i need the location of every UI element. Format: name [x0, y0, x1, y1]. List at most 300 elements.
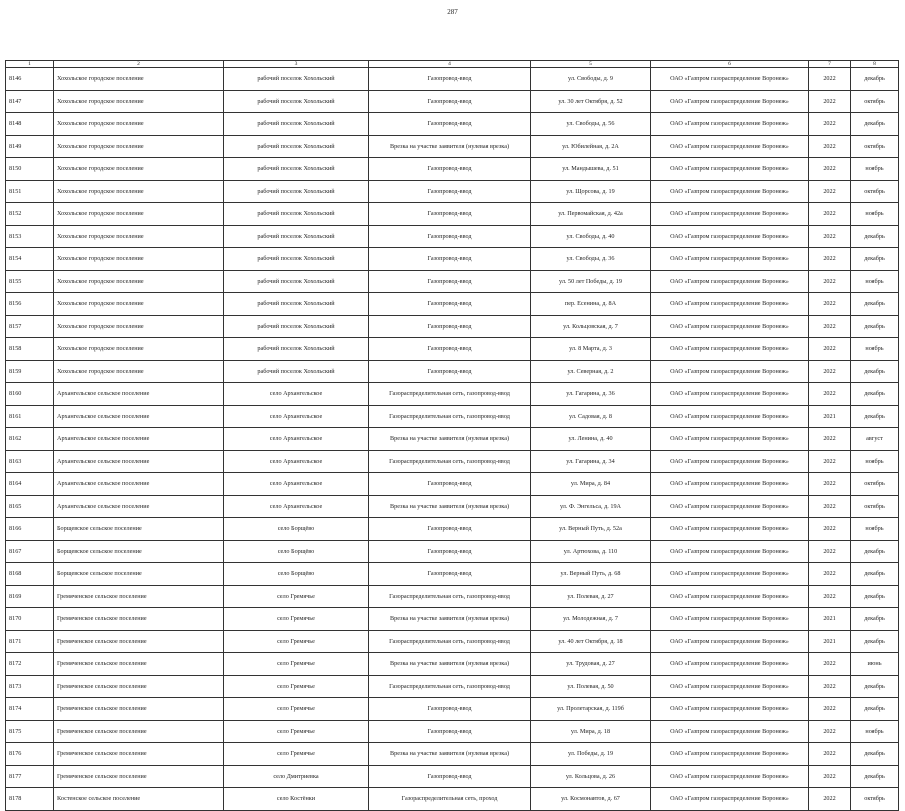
cell-year: 2022	[809, 180, 851, 203]
cell-settlement: Гремяченское сельское поселение	[54, 585, 224, 608]
table-row	[6, 630, 899, 653]
cell-month: ноябрь	[851, 270, 899, 293]
column-number-7: 7	[809, 61, 851, 68]
cell-settlement: Хохольское городское поселение	[54, 135, 224, 158]
cell-address: ул. Кольцова, д. 26	[531, 765, 651, 788]
cell-object-type: Газораспределительная сеть, проход	[369, 788, 531, 811]
cell-organization: ОАО «Газпром газораспределение Воронеж»	[651, 360, 809, 383]
cell-month: декабрь	[851, 68, 899, 91]
cell-object-type: Газопровод-ввод	[369, 360, 531, 383]
cell-object-type: Газопровод-ввод	[369, 540, 531, 563]
cell-locality: рабочий поселок Хохольский	[224, 203, 369, 226]
table-row	[6, 720, 899, 743]
cell-year: 2022	[809, 788, 851, 811]
cell-month: декабрь	[851, 360, 899, 383]
cell-locality: рабочий поселок Хохольский	[224, 158, 369, 181]
cell-address: ул. Полевая, д. 50	[531, 675, 651, 698]
cell-year: 2022	[809, 473, 851, 496]
cell-locality: село Борщёво	[224, 563, 369, 586]
cell-address: ул. Гагарина, д. 34	[531, 450, 651, 473]
cell-address: ул. Победы, д. 19	[531, 743, 651, 766]
cell-organization: ОАО «Газпром газораспределение Воронеж»	[651, 450, 809, 473]
cell-year: 2022	[809, 698, 851, 721]
cell-address: ул. Трудовая, д. 27	[531, 653, 651, 676]
table-row	[6, 135, 899, 158]
cell-locality: село Костёнки	[224, 788, 369, 811]
cell-row-number: 8157	[6, 315, 54, 338]
cell-locality: село Гремячье	[224, 720, 369, 743]
cell-year: 2022	[809, 225, 851, 248]
cell-settlement: Архангельское сельское поселение	[54, 473, 224, 496]
cell-month: декабрь	[851, 675, 899, 698]
cell-year: 2022	[809, 765, 851, 788]
cell-month: декабрь	[851, 585, 899, 608]
cell-organization: ОАО «Газпром газораспределение Воронеж»	[651, 473, 809, 496]
cell-address: ул. Свободы, д. 36	[531, 248, 651, 271]
table-row	[6, 473, 899, 496]
cell-year: 2022	[809, 338, 851, 361]
cell-object-type: Газопровод-ввод	[369, 293, 531, 316]
cell-settlement: Борщевское сельское поселение	[54, 518, 224, 541]
table-row	[6, 203, 899, 226]
cell-locality: село Гремячье	[224, 653, 369, 676]
cell-settlement: Хохольское городское поселение	[54, 248, 224, 271]
cell-locality: село Гремячье	[224, 585, 369, 608]
cell-address: ул. Молодежная, д. 7	[531, 608, 651, 631]
cell-settlement: Гремяченское сельское поселение	[54, 630, 224, 653]
cell-object-type: Врезка на участке заявителя (нулевая врезка)	[369, 743, 531, 766]
cell-month: декабрь	[851, 630, 899, 653]
cell-organization: ОАО «Газпром газораспределение Воронеж»	[651, 383, 809, 406]
cell-month: декабрь	[851, 540, 899, 563]
page-number: 287	[447, 8, 458, 16]
cell-address: ул. Юбилейная, д. 2А	[531, 135, 651, 158]
cell-address: ул. Ф. Энгельса, д. 19А	[531, 495, 651, 518]
cell-year: 2021	[809, 608, 851, 631]
table-row	[6, 180, 899, 203]
cell-locality: село Гремячье	[224, 743, 369, 766]
cell-month: декабрь	[851, 743, 899, 766]
cell-object-type: Газопровод-ввод	[369, 270, 531, 293]
cell-address: ул. Мира, д. 18	[531, 720, 651, 743]
cell-month: ноябрь	[851, 518, 899, 541]
cell-year: 2022	[809, 563, 851, 586]
cell-locality: рабочий поселок Хохольский	[224, 270, 369, 293]
cell-organization: ОАО «Газпром газораспределение Воронеж»	[651, 765, 809, 788]
cell-locality: село Борщёво	[224, 540, 369, 563]
cell-organization: ОАО «Газпром газораспределение Воронеж»	[651, 90, 809, 113]
cell-locality: рабочий поселок Хохольский	[224, 315, 369, 338]
cell-object-type: Газопровод-ввод	[369, 315, 531, 338]
cell-row-number: 8167	[6, 540, 54, 563]
cell-object-type: Газопровод-ввод	[369, 473, 531, 496]
cell-object-type: Газопровод-ввод	[369, 203, 531, 226]
cell-settlement: Архангельское сельское поселение	[54, 405, 224, 428]
cell-row-number: 8174	[6, 698, 54, 721]
cell-row-number: 8177	[6, 765, 54, 788]
cell-address: ул. Ленина, д. 40	[531, 428, 651, 451]
cell-organization: ОАО «Газпром газораспределение Воронеж»	[651, 653, 809, 676]
cell-organization: ОАО «Газпром газораспределение Воронеж»	[651, 338, 809, 361]
cell-organization: ОАО «Газпром газораспределение Воронеж»	[651, 293, 809, 316]
cell-address: ул. 50 лет Победы, д. 19	[531, 270, 651, 293]
cell-month: декабрь	[851, 563, 899, 586]
column-number-row	[6, 61, 899, 68]
column-number-2: 2	[54, 61, 224, 68]
cell-organization: ОАО «Газпром газораспределение Воронеж»	[651, 225, 809, 248]
cell-month: октябрь	[851, 90, 899, 113]
cell-month: август	[851, 428, 899, 451]
cell-row-number: 8149	[6, 135, 54, 158]
cell-month: июнь	[851, 653, 899, 676]
table-row	[6, 585, 899, 608]
table-row	[6, 428, 899, 451]
cell-object-type: Газопровод-ввод	[369, 180, 531, 203]
cell-object-type: Газопровод-ввод	[369, 518, 531, 541]
cell-locality: село Гремячье	[224, 630, 369, 653]
cell-settlement: Хохольское городское поселение	[54, 203, 224, 226]
cell-settlement: Хохольское городское поселение	[54, 180, 224, 203]
cell-organization: ОАО «Газпром газораспределение Воронеж»	[651, 68, 809, 91]
cell-year: 2022	[809, 203, 851, 226]
cell-year: 2022	[809, 360, 851, 383]
cell-settlement: Архангельское сельское поселение	[54, 428, 224, 451]
cell-row-number: 8172	[6, 653, 54, 676]
cell-address: ул. Мира, д. 84	[531, 473, 651, 496]
cell-organization: ОАО «Газпром газораспределение Воронеж»	[651, 135, 809, 158]
cell-settlement: Хохольское городское поселение	[54, 315, 224, 338]
cell-organization: ОАО «Газпром газораспределение Воронеж»	[651, 743, 809, 766]
cell-organization: ОАО «Газпром газораспределение Воронеж»	[651, 428, 809, 451]
cell-locality: село Гремячье	[224, 608, 369, 631]
cell-year: 2022	[809, 585, 851, 608]
table-body	[6, 68, 899, 811]
cell-object-type: Врезка на участке заявителя (нулевая врезка)	[369, 608, 531, 631]
table-row	[6, 270, 899, 293]
cell-settlement: Хохольское городское поселение	[54, 68, 224, 91]
cell-organization: ОАО «Газпром газораспределение Воронеж»	[651, 495, 809, 518]
cell-year: 2022	[809, 90, 851, 113]
cell-object-type: Газопровод-ввод	[369, 90, 531, 113]
table-row	[6, 338, 899, 361]
cell-row-number: 8173	[6, 675, 54, 698]
column-number-1: 1	[6, 61, 54, 68]
cell-month: ноябрь	[851, 450, 899, 473]
cell-organization: ОАО «Газпром газораспределение Воронеж»	[651, 405, 809, 428]
cell-address: ул. Космонавтов, д. 67	[531, 788, 651, 811]
cell-year: 2022	[809, 495, 851, 518]
cell-month: декабрь	[851, 248, 899, 271]
cell-locality: рабочий поселок Хохольский	[224, 68, 369, 91]
cell-organization: ОАО «Газпром газораспределение Воронеж»	[651, 113, 809, 136]
cell-year: 2022	[809, 293, 851, 316]
cell-organization: ОАО «Газпром газораспределение Воронеж»	[651, 248, 809, 271]
cell-year: 2022	[809, 315, 851, 338]
cell-address: ул. Артюхова, д. 110	[531, 540, 651, 563]
cell-row-number: 8166	[6, 518, 54, 541]
cell-year: 2022	[809, 158, 851, 181]
table-row	[6, 743, 899, 766]
cell-locality: село Архангельское	[224, 383, 369, 406]
cell-locality: село Гремячье	[224, 675, 369, 698]
table-row	[6, 540, 899, 563]
cell-address: ул. Щорсова, д. 19	[531, 180, 651, 203]
cell-object-type: Газопровод-ввод	[369, 563, 531, 586]
cell-address: ул. 40 лет Октября, д. 18	[531, 630, 651, 653]
cell-row-number: 8152	[6, 203, 54, 226]
cell-address: ул. Северная, д. 2	[531, 360, 651, 383]
cell-address: ул. Первомайская, д. 42а	[531, 203, 651, 226]
column-number-3: 3	[224, 61, 369, 68]
cell-month: декабрь	[851, 113, 899, 136]
cell-month: декабрь	[851, 225, 899, 248]
table-row	[6, 608, 899, 631]
cell-row-number: 8150	[6, 158, 54, 181]
cell-row-number: 8156	[6, 293, 54, 316]
cell-organization: ОАО «Газпром газораспределение Воронеж»	[651, 180, 809, 203]
cell-settlement: Хохольское городское поселение	[54, 360, 224, 383]
cell-month: ноябрь	[851, 158, 899, 181]
cell-settlement: Гремяченское сельское поселение	[54, 698, 224, 721]
cell-object-type: Газораспределительная сеть, газопровод-ввод	[369, 675, 531, 698]
cell-object-type: Газопровод-ввод	[369, 68, 531, 91]
cell-settlement: Хохольское городское поселение	[54, 293, 224, 316]
cell-address: ул. 8 Марта, д. 3	[531, 338, 651, 361]
cell-settlement: Хохольское городское поселение	[54, 225, 224, 248]
cell-row-number: 8155	[6, 270, 54, 293]
cell-year: 2022	[809, 653, 851, 676]
cell-settlement: Хохольское городское поселение	[54, 113, 224, 136]
table-row	[6, 495, 899, 518]
cell-address: ул. Гагарина, д. 36	[531, 383, 651, 406]
cell-month: ноябрь	[851, 720, 899, 743]
cell-locality: село Архангельское	[224, 428, 369, 451]
cell-month: октябрь	[851, 180, 899, 203]
cell-row-number: 8175	[6, 720, 54, 743]
cell-row-number: 8169	[6, 585, 54, 608]
cell-settlement: Гремяченское сельское поселение	[54, 608, 224, 631]
cell-month: октябрь	[851, 495, 899, 518]
cell-address: ул. Мандышева, д. 51	[531, 158, 651, 181]
cell-organization: ОАО «Газпром газораспределение Воронеж»	[651, 158, 809, 181]
cell-object-type: Врезка на участке заявителя (нулевая врезка)	[369, 495, 531, 518]
cell-month: декабрь	[851, 293, 899, 316]
table-row	[6, 405, 899, 428]
cell-settlement: Борщевское сельское поселение	[54, 540, 224, 563]
table-row	[6, 113, 899, 136]
cell-settlement: Гремяченское сельское поселение	[54, 765, 224, 788]
cell-locality: село Архангельское	[224, 450, 369, 473]
cell-year: 2022	[809, 675, 851, 698]
table-row	[6, 450, 899, 473]
cell-row-number: 8168	[6, 563, 54, 586]
cell-organization: ОАО «Газпром газораспределение Воронеж»	[651, 270, 809, 293]
column-number-4: 4	[369, 61, 531, 68]
cell-address: ул. Свободы, д. 9	[531, 68, 651, 91]
cell-organization: ОАО «Газпром газораспределение Воронеж»	[651, 585, 809, 608]
cell-locality: рабочий поселок Хохольский	[224, 293, 369, 316]
cell-year: 2022	[809, 518, 851, 541]
cell-row-number: 8163	[6, 450, 54, 473]
cell-locality: рабочий поселок Хохольский	[224, 225, 369, 248]
table-row	[6, 383, 899, 406]
cell-address: ул. Верный Путь, д. 68	[531, 563, 651, 586]
cell-object-type: Газопровод-ввод	[369, 765, 531, 788]
table-row	[6, 518, 899, 541]
cell-month: декабрь	[851, 698, 899, 721]
cell-locality: рабочий поселок Хохольский	[224, 338, 369, 361]
cell-object-type: Врезка на участке заявителя (нулевая врезка)	[369, 135, 531, 158]
cell-locality: село Борщёво	[224, 518, 369, 541]
cell-row-number: 8164	[6, 473, 54, 496]
cell-settlement: Борщевское сельское поселение	[54, 563, 224, 586]
cell-organization: ОАО «Газпром газораспределение Воронеж»	[651, 203, 809, 226]
cell-settlement: Хохольское городское поселение	[54, 338, 224, 361]
cell-row-number: 8161	[6, 405, 54, 428]
cell-year: 2022	[809, 450, 851, 473]
cell-year: 2022	[809, 113, 851, 136]
cell-row-number: 8160	[6, 383, 54, 406]
cell-address: ул. Полевая, д. 27	[531, 585, 651, 608]
cell-row-number: 8147	[6, 90, 54, 113]
cell-organization: ОАО «Газпром газораспределение Воронеж»	[651, 608, 809, 631]
column-number-6: 6	[651, 61, 809, 68]
cell-row-number: 8176	[6, 743, 54, 766]
cell-object-type: Газораспределительная сеть, газопровод-ввод	[369, 450, 531, 473]
cell-year: 2022	[809, 540, 851, 563]
cell-year: 2022	[809, 428, 851, 451]
cell-row-number: 8151	[6, 180, 54, 203]
cell-year: 2022	[809, 383, 851, 406]
table-row	[6, 698, 899, 721]
table-row	[6, 653, 899, 676]
cell-row-number: 8154	[6, 248, 54, 271]
cell-row-number: 8159	[6, 360, 54, 383]
cell-settlement: Архангельское сельское поселение	[54, 383, 224, 406]
cell-month: октябрь	[851, 473, 899, 496]
column-number-5: 5	[531, 61, 651, 68]
cell-year: 2022	[809, 743, 851, 766]
cell-settlement: Гремяченское сельское поселение	[54, 675, 224, 698]
cell-object-type: Газопровод-ввод	[369, 248, 531, 271]
cell-address: пер. Есенина, д. 8А	[531, 293, 651, 316]
cell-organization: ОАО «Газпром газораспределение Воронеж»	[651, 630, 809, 653]
cell-row-number: 8153	[6, 225, 54, 248]
cell-address: ул. Свободы, д. 56	[531, 113, 651, 136]
cell-organization: ОАО «Газпром газораспределение Воронеж»	[651, 540, 809, 563]
table-row	[6, 360, 899, 383]
cell-row-number: 8146	[6, 68, 54, 91]
table-row	[6, 248, 899, 271]
cell-month: октябрь	[851, 135, 899, 158]
cell-row-number: 8162	[6, 428, 54, 451]
cell-month: декабрь	[851, 608, 899, 631]
cell-object-type: Газопровод-ввод	[369, 225, 531, 248]
cell-row-number: 8148	[6, 113, 54, 136]
table-row	[6, 225, 899, 248]
table-row	[6, 788, 899, 811]
cell-locality: село Дмитриевка	[224, 765, 369, 788]
cell-year: 2021	[809, 405, 851, 428]
table-row	[6, 68, 899, 91]
table-row	[6, 563, 899, 586]
cell-organization: ОАО «Газпром газораспределение Воронеж»	[651, 518, 809, 541]
cell-address: ул. 30 лет Октября, д. 52	[531, 90, 651, 113]
cell-organization: ОАО «Газпром газораспределение Воронеж»	[651, 788, 809, 811]
cell-year: 2022	[809, 720, 851, 743]
cell-row-number: 8171	[6, 630, 54, 653]
cell-locality: рабочий поселок Хохольский	[224, 135, 369, 158]
cell-object-type: Газораспределительная сеть, газопровод-ввод	[369, 585, 531, 608]
cell-organization: ОАО «Газпром газораспределение Воронеж»	[651, 675, 809, 698]
cell-month: декабрь	[851, 405, 899, 428]
cell-settlement: Архангельское сельское поселение	[54, 450, 224, 473]
cell-month: декабрь	[851, 315, 899, 338]
cell-year: 2022	[809, 270, 851, 293]
cell-locality: село Архангельское	[224, 405, 369, 428]
cell-address: ул. Свободы, д. 40	[531, 225, 651, 248]
cell-year: 2022	[809, 68, 851, 91]
cell-locality: рабочий поселок Хохольский	[224, 248, 369, 271]
cell-settlement: Гремяченское сельское поселение	[54, 653, 224, 676]
cell-year: 2022	[809, 135, 851, 158]
cell-settlement: Хохольское городское поселение	[54, 90, 224, 113]
cell-object-type: Газораспределительная сеть, газопровод-ввод	[369, 405, 531, 428]
cell-object-type: Газопровод-ввод	[369, 338, 531, 361]
cell-row-number: 8158	[6, 338, 54, 361]
cell-address: ул. Верный Путь, д. 52а	[531, 518, 651, 541]
table-row	[6, 90, 899, 113]
cell-row-number: 8170	[6, 608, 54, 631]
cell-row-number: 8178	[6, 788, 54, 811]
cell-object-type: Газопровод-ввод	[369, 720, 531, 743]
cell-month: декабрь	[851, 765, 899, 788]
cell-locality: рабочий поселок Хохольский	[224, 180, 369, 203]
cell-locality: рабочий поселок Хохольский	[224, 360, 369, 383]
cell-locality: село Архангельское	[224, 495, 369, 518]
cell-address: ул. Кольцовская, д. 7	[531, 315, 651, 338]
cell-object-type: Газопровод-ввод	[369, 113, 531, 136]
cell-settlement: Архангельское сельское поселение	[54, 495, 224, 518]
cell-address: ул. Пролетарская, д. 119б	[531, 698, 651, 721]
cell-organization: ОАО «Газпром газораспределение Воронеж»	[651, 698, 809, 721]
registry-table	[5, 60, 899, 811]
cell-settlement: Костенское сельское поселение	[54, 788, 224, 811]
cell-row-number: 8165	[6, 495, 54, 518]
cell-month: ноябрь	[851, 203, 899, 226]
cell-address: ул. Садовая, д. 8	[531, 405, 651, 428]
cell-object-type: Врезка на участке заявителя (нулевая врезка)	[369, 653, 531, 676]
cell-month: декабрь	[851, 383, 899, 406]
table-row	[6, 765, 899, 788]
cell-object-type: Газопровод-ввод	[369, 158, 531, 181]
cell-object-type: Врезка на участке заявителя (нулевая врезка)	[369, 428, 531, 451]
cell-locality: село Архангельское	[224, 473, 369, 496]
cell-organization: ОАО «Газпром газораспределение Воронеж»	[651, 315, 809, 338]
cell-locality: село Гремячье	[224, 698, 369, 721]
cell-month: ноябрь	[851, 338, 899, 361]
table-row	[6, 315, 899, 338]
cell-organization: ОАО «Газпром газораспределение Воронеж»	[651, 720, 809, 743]
cell-settlement: Гремяченское сельское поселение	[54, 720, 224, 743]
table-row	[6, 675, 899, 698]
cell-month: октябрь	[851, 788, 899, 811]
cell-organization: ОАО «Газпром газораспределение Воронеж»	[651, 563, 809, 586]
cell-settlement: Гремяченское сельское поселение	[54, 743, 224, 766]
cell-object-type: Газопровод-ввод	[369, 698, 531, 721]
table-row	[6, 158, 899, 181]
table-row	[6, 293, 899, 316]
